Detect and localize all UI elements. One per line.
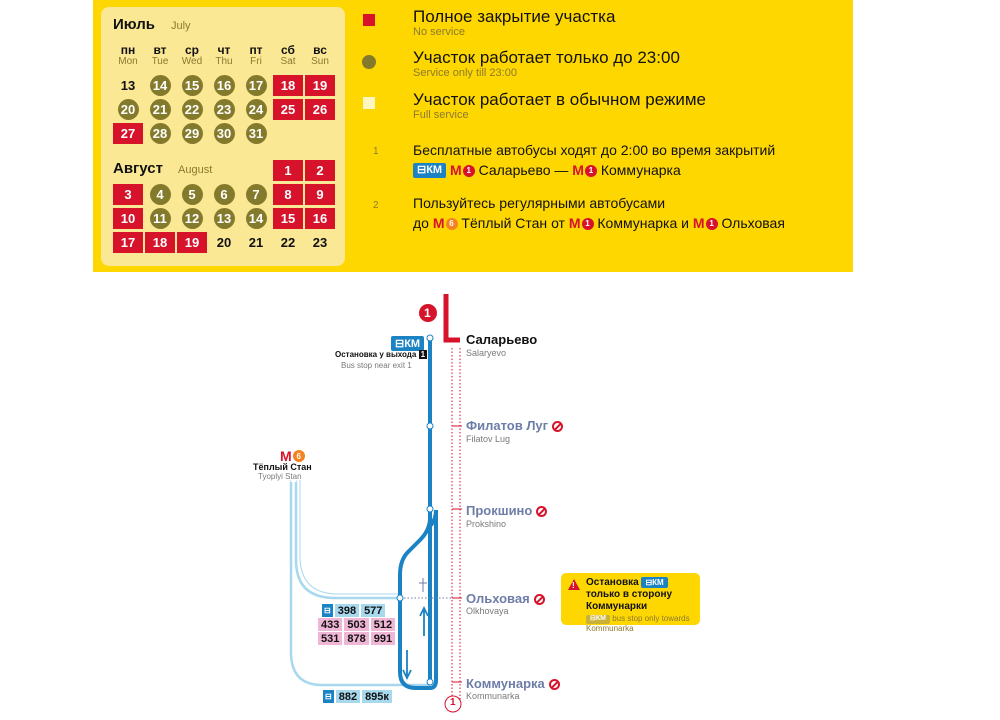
metro-line-1-icon: М 1	[569, 214, 594, 234]
calendar-day-august-7: 7	[240, 183, 272, 206]
schedule-panel	[93, 0, 853, 272]
legend-limited-en: Service only till 23:00	[413, 66, 517, 79]
arrow-down	[403, 650, 411, 678]
exit-stop-label: Остановка у выхода 1	[335, 350, 426, 359]
km-bus-icon: ⊟ КМ	[413, 163, 446, 178]
legend-closed-ru: Полное закрытие участка	[413, 7, 616, 26]
calendar-day-august-17: 17	[112, 231, 144, 254]
station-olkhovaya: Ольховая	[466, 591, 545, 606]
bottom-line-number: 1	[450, 697, 456, 708]
weekday-4: пт Fri	[249, 43, 263, 67]
calendar-day-august-10: 10	[112, 207, 144, 230]
limited-marker	[362, 55, 376, 69]
bus-route-531: 531	[318, 632, 342, 645]
closed-icon	[534, 594, 545, 605]
bus-icon: ⊟	[325, 692, 332, 701]
bus-route-577: 577	[361, 604, 385, 617]
arrow-up	[420, 608, 428, 636]
note-1-line2	[413, 161, 775, 181]
bus-route-882: 882	[336, 690, 360, 703]
metro-line-start	[446, 294, 460, 340]
calendar-day-july-29: 29	[176, 122, 208, 145]
calendar-day-july-20: 20	[112, 98, 144, 121]
note-1-to: Коммунарка	[600, 161, 681, 178]
bus-route-512: 512	[371, 618, 395, 631]
note-2-line1: Пользуйтесь регулярными автобусами	[413, 195, 666, 211]
metro-line-closed	[452, 348, 460, 700]
legend-full-ru: Участок работает в обычном режиме	[413, 90, 707, 109]
calendar-day-august-23: 23	[312, 235, 328, 250]
station-kommunarka: Коммунарка	[466, 676, 560, 691]
station-filatov-lug-en: Filatov Lug	[466, 434, 511, 444]
calendar-day-august-11: 11	[144, 207, 176, 230]
weekday-6: вс Sun	[311, 43, 329, 67]
month-subtitle-august: August	[178, 164, 213, 176]
route-teply-olkh	[296, 480, 400, 598]
calendar-day-august-13: 13	[208, 207, 240, 230]
bus-route-398: 398	[335, 604, 359, 617]
calendar-day-july-23: 23	[208, 98, 240, 121]
warning-text-en: ⊟ КМ bus stop only towards Kommunarka	[586, 614, 690, 633]
legend-full-en: Full service	[413, 108, 469, 121]
calendar-day-august-19: 19	[176, 231, 208, 254]
exit-number: 1	[420, 350, 426, 359]
bus-route-878: 878	[344, 632, 368, 645]
calendar-day-july-14: 14	[144, 74, 176, 97]
calendar-day-july-16: 16	[208, 74, 240, 97]
route-teply-komm	[291, 480, 430, 685]
bus-block-kommunarka	[323, 690, 392, 704]
calendar-day-july-21: 21	[144, 98, 176, 121]
legend-limited	[375, 49, 680, 79]
calendar-july-grid	[112, 74, 338, 145]
note-1-number: 1	[373, 146, 379, 157]
calendar-day-july-28: 28	[144, 122, 176, 145]
bus-route-433: 433	[318, 618, 342, 631]
calendar-day-july-17: 17	[240, 74, 272, 97]
bus-route-991: 991	[371, 632, 395, 645]
route-teply-olkh-2	[300, 480, 400, 594]
calendar-day-august-14: 14	[240, 207, 272, 230]
legend-closed-en: No service	[413, 25, 465, 38]
metro-line-6-icon: М 6	[280, 448, 305, 464]
legend-limited-ru: Участок работает только до 23:00	[413, 48, 680, 67]
month-title-august: Август	[113, 160, 163, 177]
calendar-day-august-5: 5	[176, 183, 208, 206]
km-bus-icon: ⊟ КМ	[641, 577, 667, 588]
note-1-line1: Бесплатные автобусы ходят до 2:00 во время закрытий	[413, 142, 776, 158]
km-bus-icon: ⊟ КМ	[586, 615, 610, 624]
metro-line-1-icon: М 1	[572, 161, 597, 181]
calendar-day-august-9: 9	[304, 183, 336, 206]
line-number: 1	[424, 306, 431, 320]
calendar-day-august-3: 3	[112, 183, 144, 206]
calendar-day-july-26: 26	[304, 98, 336, 121]
calendar-card	[101, 7, 345, 266]
teply-stan-en: Tyoplyi Stan	[258, 472, 302, 481]
legend-closed	[375, 8, 615, 38]
station-filatov-lug: Филатов Луг	[466, 418, 563, 433]
calendar-day-august-12: 12	[176, 207, 208, 230]
bus-block-olkhovaya	[322, 604, 395, 646]
warning-text-ru: Остановка ⊟ КМ только в сторону Коммунарки	[586, 577, 673, 613]
exit-stop-en: Bus stop near exit 1	[341, 361, 412, 370]
station-kommunarka-en: Kommunarka	[466, 691, 520, 701]
calendar-day-july-22: 22	[176, 98, 208, 121]
closed-marker	[363, 14, 375, 26]
calendar-day-august-20: 20	[216, 235, 232, 250]
calendar-day-july-31: 31	[240, 122, 272, 145]
station-salaryevo-en: Salaryevo	[466, 348, 507, 358]
station-salaryevo: Саларьево	[466, 332, 538, 347]
bus-row-pink	[318, 618, 395, 631]
calendar-day-july-19: 19	[304, 74, 336, 97]
full-marker	[363, 97, 375, 109]
weekday-3: чт Thu	[215, 43, 233, 67]
weekday-2: ср Wed	[181, 43, 203, 67]
station-prokshino: Прокшино	[466, 503, 547, 518]
calendar-day-july-27: 27	[112, 122, 144, 145]
month-subtitle-july: July	[171, 20, 191, 32]
bus-route-895к: 895к	[362, 690, 392, 703]
note-1-dash: —	[554, 161, 569, 178]
bus-route-503: 503	[344, 618, 368, 631]
calendar-day-august-1: 1	[272, 159, 304, 182]
month-title-july: Июль	[113, 16, 155, 33]
bus-row-blue	[323, 690, 392, 703]
warning-box	[561, 573, 700, 633]
station-olkhovaya-en: Olkhovaya	[466, 606, 509, 616]
calendar-day-august-6: 6	[208, 183, 240, 206]
km-bus-icon: ⊟ КМ	[391, 336, 424, 351]
weekday-header	[112, 44, 338, 67]
teply-stan-label: Тёплый Стан	[253, 462, 312, 472]
calendar-day-july-24: 24	[240, 98, 272, 121]
calendar-day-august-8: 8	[272, 183, 304, 206]
legend-full	[375, 91, 706, 121]
note-2	[413, 194, 785, 234]
calendar-day-august-21: 21	[248, 235, 264, 250]
metro-line-1-icon: М 1	[450, 161, 475, 181]
note-1	[413, 141, 775, 181]
route-diagram	[0, 280, 1000, 720]
calendar-day-august-16: 16	[304, 207, 336, 230]
calendar-day-august-18: 18	[144, 231, 176, 254]
calendar-day-august-4: 4	[144, 183, 176, 206]
calendar-day-august-22: 22	[280, 235, 296, 250]
calendar-day-july-30: 30	[208, 122, 240, 145]
calendar-day-august-2: 2	[304, 159, 336, 182]
calendar-day-july-13: 13	[120, 78, 136, 93]
bus-row-pink	[318, 632, 395, 645]
weekday-5: сб Sat	[280, 43, 296, 67]
closed-icon	[549, 679, 560, 690]
weekday-1: вт Tue	[151, 43, 169, 67]
calendar-day-august-15: 15	[272, 207, 304, 230]
closed-icon	[536, 506, 547, 517]
calendar-day-july-15: 15	[176, 74, 208, 97]
note-1-from: Саларьево	[478, 161, 551, 178]
weekday-0: пн Mon	[118, 43, 138, 67]
bus-icon: ⊟	[324, 606, 331, 615]
note-2-number: 2	[373, 200, 379, 211]
closed-icon	[552, 421, 563, 432]
calendar-august-grid	[112, 159, 338, 254]
warning-icon: !	[568, 579, 580, 590]
note-2-line2: до М 6 Тёплый Стан от М 1 Коммунарка и М 1 Ольховая	[413, 214, 785, 234]
metro-line-1-icon: М 1	[693, 214, 718, 234]
station-prokshino-en: Prokshino	[466, 519, 507, 529]
calendar-day-july-25: 25	[272, 98, 304, 121]
calendar-day-july-18: 18	[272, 74, 304, 97]
metro-line-6-icon: М 6	[433, 214, 458, 234]
bus-row-blue	[322, 604, 395, 617]
